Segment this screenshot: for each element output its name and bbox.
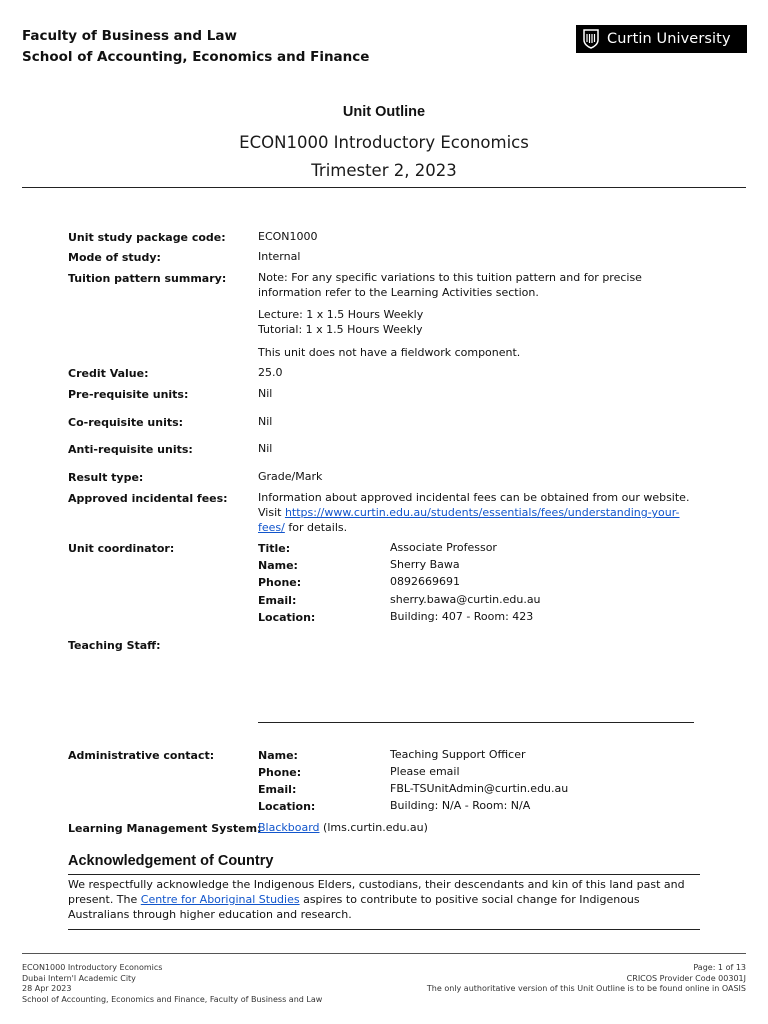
footer-left — [22, 963, 322, 1005]
logo-text: Curtin University — [607, 31, 731, 47]
admin-location-label: Location: — [258, 800, 316, 813]
lms-label: Learning Management System: — [68, 822, 262, 835]
credit-value: 25.0 — [258, 366, 283, 379]
acknowledgement-divider — [68, 874, 700, 875]
coreq-label: Co-requisite units: — [68, 416, 184, 429]
admin-name-label: Name: — [258, 749, 298, 762]
teaching-staff-label: Teaching Staff: — [68, 639, 161, 652]
lms-value — [258, 820, 428, 836]
antireq-label: Anti-requisite units: — [68, 443, 193, 456]
acknowledgement-heading: Acknowledgement of Country — [68, 853, 274, 869]
fees-info-line2 — [258, 505, 680, 521]
fees-info-line3 — [258, 520, 347, 536]
footer-page-number: Page: 1 of 13 — [693, 963, 746, 972]
faculty-name: Faculty of Business and Law — [22, 28, 237, 44]
result-type-label: Result type: — [68, 471, 144, 484]
coordinator-email-value: sherry.bawa@curtin.edu.au — [390, 593, 541, 606]
school-name: School of Accounting, Economics and Finance — [22, 49, 370, 65]
acknowledgement-line1: We respectfully acknowledge the Indigenous Elders, custodians, their descendants and kin of this land past and — [68, 878, 685, 891]
footer-right — [427, 963, 746, 995]
footer-date: 28 Apr 2023 — [22, 984, 72, 993]
footer-authoritative-note: The only authoritative version of this Unit Outline is to be found online in OASIS — [426, 984, 746, 993]
coordinator-location-value: Building: 407 - Room: 423 — [390, 610, 534, 623]
curtin-logo — [576, 25, 747, 53]
tuition-note-line2: information refer to the Learning Activities section. — [258, 286, 539, 299]
admin-phone-label: Phone: — [258, 766, 302, 779]
admin-email-value: FBL-TSUnitAdmin@curtin.edu.au — [390, 782, 569, 795]
admin-contact-label: Administrative contact: — [68, 749, 215, 762]
fieldwork-note: This unit does not have a fieldwork component. — [258, 346, 521, 359]
tuition-note-line1: Note: For any specific variations to this tuition pattern and for precise — [258, 271, 642, 284]
coordinator-title-label: Title: — [258, 542, 291, 555]
shield-icon — [583, 29, 599, 49]
faculty-header — [22, 26, 369, 68]
admin-phone-value: Please email — [390, 765, 460, 778]
lecture-pattern: Lecture: 1 x 1.5 Hours Weekly — [258, 308, 424, 321]
acknowledgement-bottom-divider — [68, 929, 700, 930]
acknowledgement-line2-pre: present. The — [68, 893, 141, 906]
coordinator-phone-label: Phone: — [258, 576, 302, 589]
fees-tail-text: for details. — [284, 521, 348, 534]
admin-email-label: Email: — [258, 783, 297, 796]
unit-title: ECON1000 Introductory Economics — [239, 133, 529, 152]
fees-link-continued[interactable]: fees/ — [258, 521, 285, 534]
acknowledgement-line2-post: aspires to contribute to positive social change for Indigenous — [299, 893, 640, 906]
lms-url-text: (lms.curtin.edu.au) — [319, 821, 428, 834]
admin-location-value: Building: N/A - Room: N/A — [390, 799, 531, 812]
coordinator-email-label: Email: — [258, 594, 297, 607]
acknowledgement-line2 — [68, 892, 708, 907]
footer-school: School of Accounting, Economics and Finance, Faculty of Business and Law — [22, 994, 323, 1004]
coreq-value: Nil — [258, 415, 273, 428]
mode-value: Internal — [258, 250, 301, 263]
fees-label: Approved incidental fees: — [68, 492, 228, 505]
package-code-label: Unit study package code: — [68, 231, 226, 244]
package-code-value: ECON1000 — [258, 230, 318, 243]
mode-label: Mode of study: — [68, 251, 161, 264]
coordinator-phone-value: 0892669691 — [390, 575, 460, 588]
admin-name-value: Teaching Support Officer — [390, 748, 526, 761]
acknowledgement-line3: Australians through higher education and research. — [68, 908, 352, 921]
coordinator-name-value: Sherry Bawa — [390, 558, 460, 571]
footer-campus: Dubai Intern'l Academic City — [22, 973, 136, 983]
footer-cricos: CRICOS Provider Code 00301J — [626, 973, 746, 983]
fees-info-line1: Information about approved incidental fees can be obtained from our website. — [258, 491, 690, 504]
tuition-label: Tuition pattern summary: — [68, 272, 227, 285]
coordinator-title-value: Associate Professor — [390, 541, 497, 554]
footer-unit: ECON1000 Introductory Economics — [22, 963, 163, 972]
document-type-heading: Unit Outline — [342, 104, 426, 120]
tutorial-pattern: Tutorial: 1 x 1.5 Hours Weekly — [258, 323, 423, 336]
coordinator-name-label: Name: — [258, 559, 298, 572]
prereq-value: Nil — [258, 387, 273, 400]
coordinator-location-label: Location: — [258, 611, 316, 624]
fees-link[interactable]: https://www.curtin.edu.au/students/essentials/fees/understanding-your- — [284, 506, 680, 519]
coordinator-label: Unit coordinator: — [68, 542, 175, 555]
fees-visit-text: Visit — [258, 506, 285, 519]
prereq-label: Pre-requisite units: — [68, 388, 189, 401]
footer-divider — [22, 953, 746, 954]
blackboard-link[interactable]: Blackboard — [258, 821, 320, 834]
title-divider — [22, 187, 746, 188]
acknowledgement-body — [68, 877, 708, 922]
aboriginal-studies-link[interactable]: Centre for Aboriginal Studies — [140, 893, 300, 906]
credit-label: Credit Value: — [68, 367, 149, 380]
antireq-value: Nil — [258, 442, 273, 455]
teaching-staff-divider — [258, 722, 694, 723]
trimester-label: Trimester 2, 2023 — [311, 161, 457, 180]
result-type-value: Grade/Mark — [258, 470, 323, 483]
